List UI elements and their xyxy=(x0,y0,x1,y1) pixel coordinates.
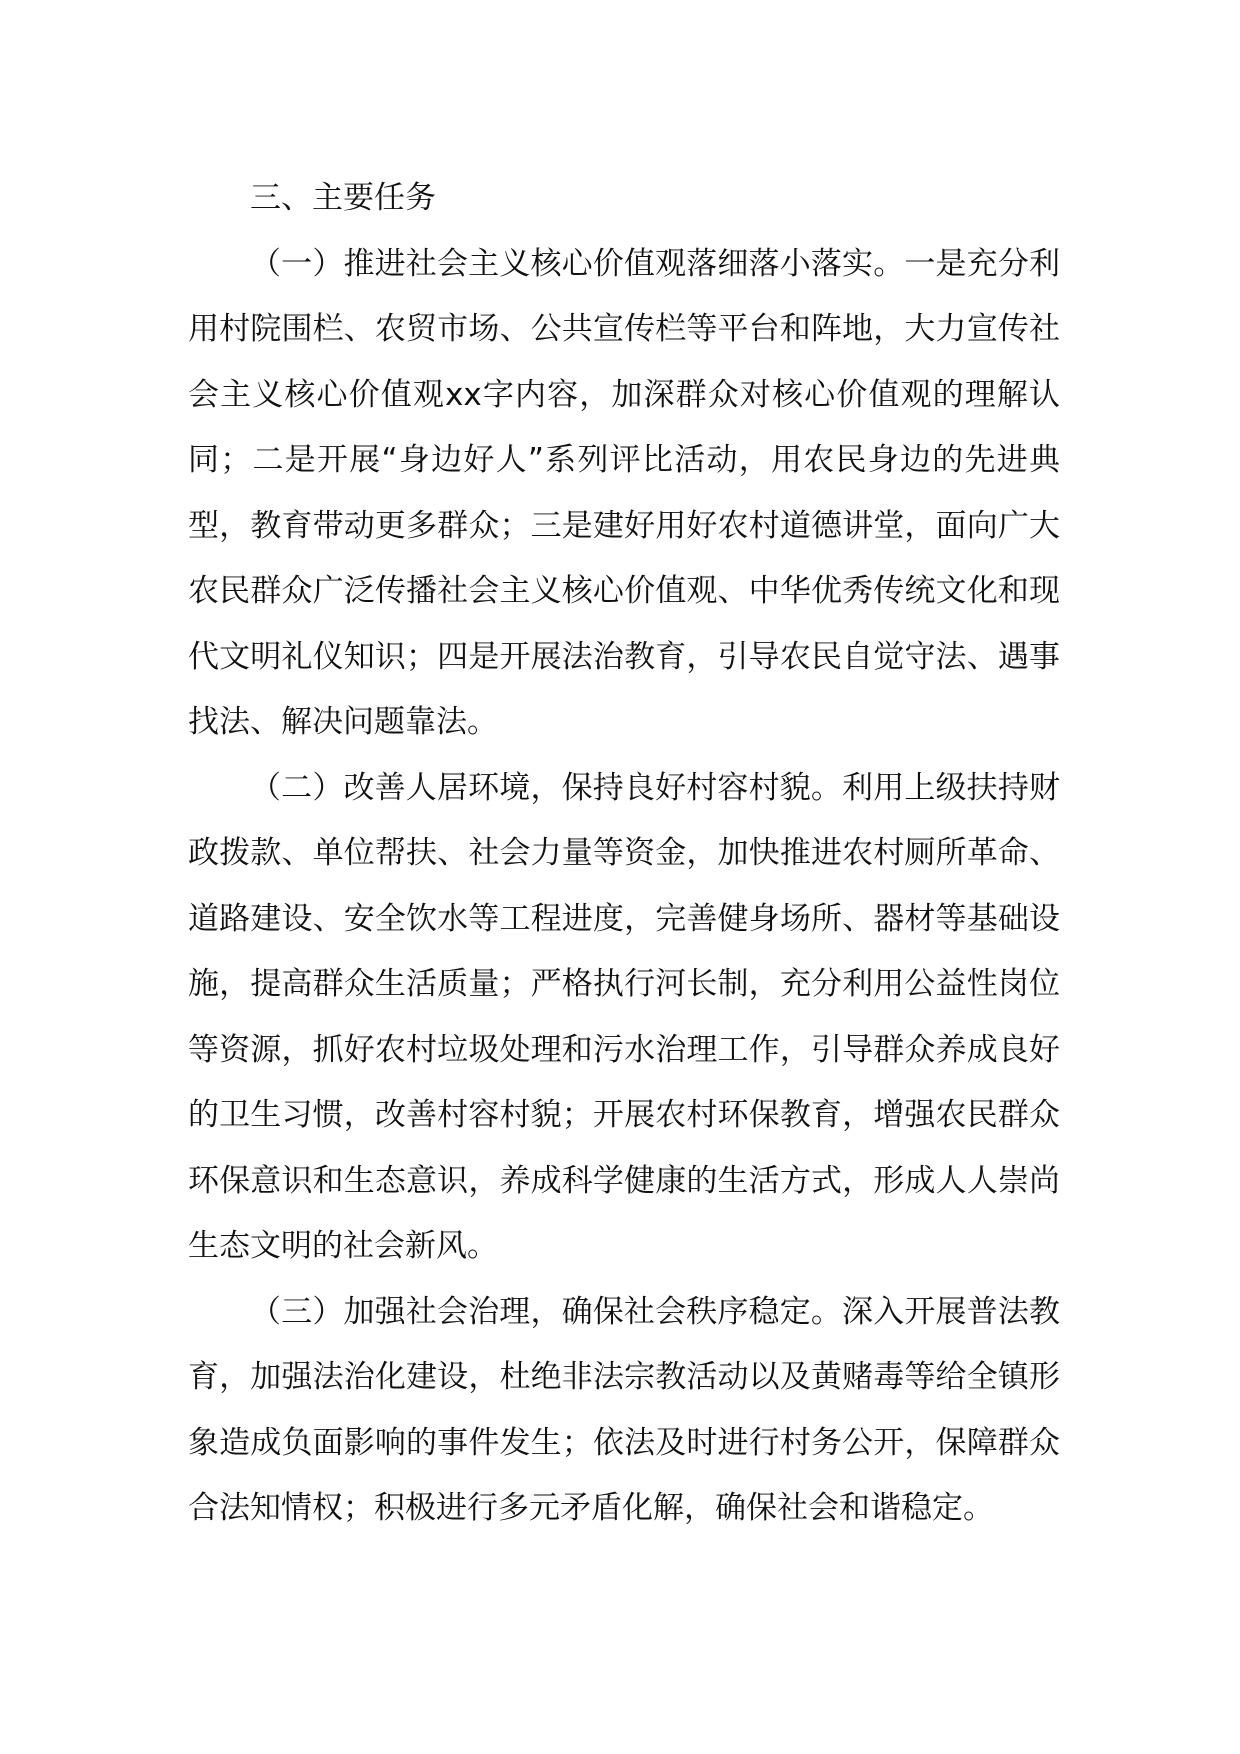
section-heading: 三、主要任务 xyxy=(250,180,436,216)
paragraph-task-1: （一）推进社会主义核心价值观落细落小落实。一是充分利用村院围栏、农贸市场、公共宣传栏等平台和阵地，大力宣传社会主义核心价值观xx字内容，加深群众对核心价值观的理解认同；二是开展“身边好人”系列评比活动，用农民身边的先进典型，教育带动更多群众；三是建好用好农村道德讲堂，面向广大农民群众广泛传播社会主义核心价值观、中华优秀传统文化和现代文明礼仪知识；四是开展法治教育，引导农民自觉守法、遇事找法、解决问题靠法。 xyxy=(188,245,1060,740)
paragraph-task-3: （三）加强社会治理，确保社会秩序稳定。深入开展普法教育，加强法治化建设，杜绝非法宗教活动以及黄赌毒等给全镇形象造成负面影响的事件发生；依法及时进行村务公开，保障群众合法知情权；积极进行多元矛盾化解，确保社会和谐稳定。 xyxy=(188,1293,1060,1526)
paragraph-task-2: （二）改善人居环境，保持良好村容村貌。利用上级扶持财政拨款、单位帮扶、社会力量等资金，加快推进农村厕所革命、道路建设、安全饮水等工程进度，完善健身场所、器材等基础设施，提高群众生活质量；严格执行河长制，充分利用公益性岗位等资源，抓好农村垃圾处理和污水治理工作，引导群众养成良好的卫生习惯，改善村容村貌；开展农村环保教育，增强农民群众环保意识和生态意识，养成科学健康的生活方式，形成人人崇尚生态文明的社会新风。 xyxy=(188,769,1060,1264)
document-body xyxy=(188,166,1060,1542)
